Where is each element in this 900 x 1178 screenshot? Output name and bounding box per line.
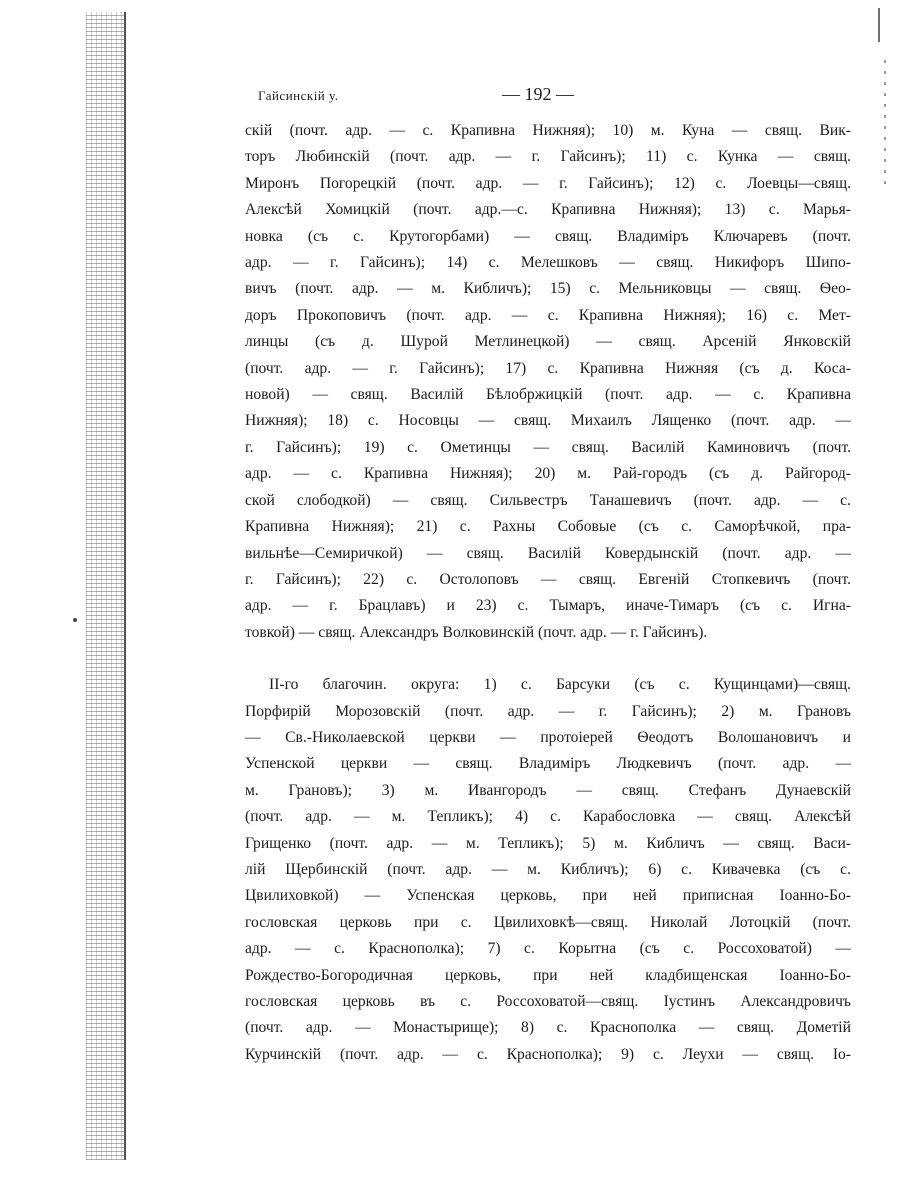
text-line: Цвилиховкой) — Успенская церковь, при ней приписная Іоанно-Бо- [245, 887, 851, 905]
page-header [258, 84, 848, 108]
text-line: гословская церковь въ с. Россоховатой—свящ. Іустинъ Александровичъ [245, 993, 851, 1010]
text-line: — Св.-Николаевской церкви — протоіерей Ѳеодотъ Волошановичъ и [245, 728, 851, 746]
text-line: Миронъ Погорецкій (почт. адр. — г. Гайсинъ); 12) с. Лоевцы—свящ. [245, 174, 851, 192]
text-line: Курчинскій (почт. адр. — с. Краснополка); 9) с. Леухи — свящ. Іо- [245, 1045, 851, 1063]
text-line: новка (съ с. Крутогорбами) — свящ. Владиміръ Ключаревъ (почт. [245, 227, 851, 245]
text-line: Нижняя); 18) с. Носовцы — свящ. Михаилъ Лященко (почт. адр. — [245, 412, 851, 430]
text-line: (почт. адр. — г. Гайсинъ); 17) с. Крапивна Нижняя (съ д. Коса- [245, 359, 851, 377]
text-line: линцы (съ д. Шурой Метлинецкой) — свящ. Арсеній Янковскій [245, 333, 851, 351]
text-line: Крапивна Нижняя); 21) с. Рахны Собовые (съ с. Саморѣчкой, пра- [245, 518, 851, 536]
stray-mark [73, 618, 77, 622]
body-text [245, 118, 851, 1068]
page-number: — 192 — [502, 84, 574, 104]
text-line: г. Гайсинъ); 22) с. Остолоповъ — свящ. Евгеній Стопкевичъ (почт. [245, 570, 851, 588]
text-line: гословская церковь при с. Цвилиховкѣ—свящ. Николай Лотоцкій (почт. [245, 913, 851, 931]
corner-mark [878, 8, 894, 42]
text-line: г. Гайсинъ); 19) с. Ометинцы — свящ. Василій Каминовичъ (почт. [245, 438, 851, 456]
text-line: вичъ (почт. адр. — м. Кибличъ); 15) с. Мельниковцы — свящ. Ѳео- [245, 280, 851, 298]
text-line: II-го благочин. округа: 1) с. Барсуки (съ с. Кущинцами)—свящ. [269, 676, 851, 694]
text-line: ской слободкой) — свящ. Сильвестръ Танашевичъ (почт. адр. — с. [245, 491, 851, 509]
text-line: доръ Прокоповичъ (почт. адр. — с. Крапивна Нижняя); 16) с. Мет- [245, 306, 851, 324]
text-line: Рождество-Богородичная церковь, при ней кладбищенская Іоанно-Бо- [245, 966, 851, 984]
binding-line [124, 12, 126, 1160]
text-line: адр. — г. Гайсинъ); 14) с. Мелешковъ — свящ. Никифоръ Шипо- [245, 254, 851, 272]
paragraph-gap [245, 646, 851, 672]
text-line: адр. — с. Крапивна Нижняя); 20) м. Рай-городъ (съ д. Райгород- [245, 465, 851, 483]
paragraph-1 [245, 118, 851, 646]
text-line: скій (почт. адр. — с. Крапивна Нижняя); 10) м. Куна — свящ. Вик- [245, 122, 851, 139]
text-line: Грищенко (почт. адр. — м. Тепликъ); 5) м. Кибличъ — свящ. Васи- [245, 834, 851, 852]
text-line: (почт. адр. — м. Тепликъ); 4) с. Карабословка — свящ. Алексѣй [245, 808, 851, 826]
text-line: (почт. адр. — Монастырище); 8) с. Краснополка — свящ. Дометій [245, 1019, 851, 1037]
text-line: новой) — свящ. Василій Бѣлобржицкій (почт. адр. — с. Крапивна [245, 386, 851, 404]
binding-edge [86, 12, 124, 1160]
edge-dots [884, 60, 886, 190]
text-line: Порфирій Морозовскій (почт. адр. — г. Гайсинъ); 2) м. Грановъ [245, 702, 851, 720]
text-line: торъ Любинскій (почт. адр. — г. Гайсинъ); 11) с. Кунка — свящ. [245, 148, 851, 166]
text-line: Алексѣй Хомицкій (почт. адр.—с. Крапивна Нижняя); 13) с. Марья- [245, 201, 851, 219]
text-line: адр. — с. Краснополка); 7) с. Корытна (съ с. Россоховатой) — [245, 940, 851, 958]
text-line: товкой) — свящ. Александръ Волковинскій (почт. адр. — г. Гайсинъ). [245, 623, 708, 641]
text-line: вильнѣе—Семиричкой) — свящ. Василій Ковердынскій (почт. адр. — [245, 544, 851, 562]
text-line: лій Щербинскій (почт. адр. — м. Кибличъ); 6) с. Кивачевка (съ с. [245, 860, 851, 878]
text-line: м. Грановъ); 3) м. Ивангородъ — свящ. Стефанъ Дунаевскій [245, 781, 851, 799]
text-line: адр. — г. Брацлавъ) и 23) с. Тымаръ, иначе-Тимаръ (съ с. Игна- [245, 597, 851, 615]
text-line: Успенской церкви — свящ. Владиміръ Людкевичъ (почт. адр. — [245, 755, 851, 773]
paragraph-2 [245, 672, 851, 1068]
running-title: Гайсинскій у. [258, 88, 339, 103]
